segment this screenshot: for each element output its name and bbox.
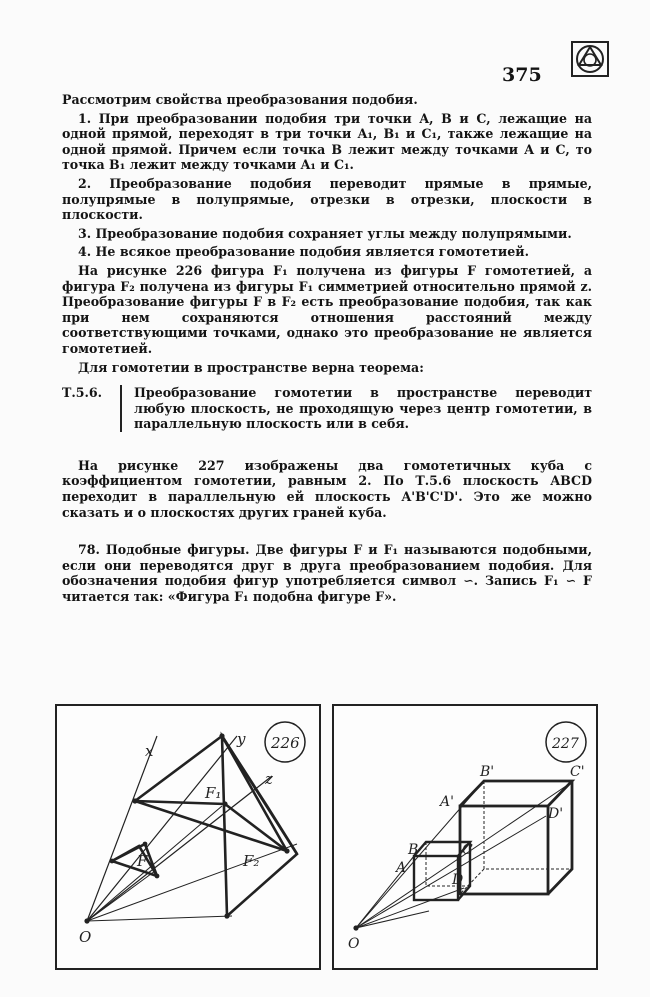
- label-b-prime: B': [480, 764, 495, 780]
- label-a-prime: A': [440, 794, 454, 810]
- label-b: B: [408, 842, 419, 858]
- paragraph-property-1: 1. При преобразовании подобия три точки A, B и C, лежащие на одной прямой, переходят в три точки A₁, B₁ и C₁, также лежащие на одной прямой. Причем если точка B лежит между точками A и C, то точка B₁ лежит между точками A₁ и C₁.: [62, 110, 592, 173]
- label-c-prime: C': [570, 764, 585, 780]
- label-z: z: [265, 770, 273, 788]
- theorem-text: Преобразование гомотетии в пространстве переводит любую плоскость, не проходящую через центр гомотетии, в параллельную плоскость или в себя.: [120, 385, 592, 432]
- point-o: [353, 925, 358, 930]
- paragraph-theorem-intro: Для гомотетии в пространстве верна теорема:: [78, 359, 424, 375]
- theorem-block: [62, 385, 592, 432]
- figure-f2: [222, 736, 297, 916]
- label-o: O: [79, 928, 92, 946]
- big-cube-side: [548, 781, 572, 894]
- vertex: [132, 798, 137, 803]
- label-o: O: [348, 936, 360, 952]
- vertex: [110, 859, 115, 864]
- circle-triangle-emblem-icon: [570, 40, 610, 78]
- ray-d: [356, 816, 546, 928]
- label-d: D: [452, 872, 464, 888]
- figure-226-drawing: [57, 706, 319, 968]
- point-o: [84, 918, 89, 923]
- label-f2: F₂: [243, 852, 260, 870]
- section-text: Две фигуры F и F₁ называются подобными, если они переводятся друг в друга преобразованием подобия. Для обозначения подобия фигур употребляется символ ∽. Запись F₁ ∽ F читается так: «Фигура F₁ подобна фигуре F».: [62, 542, 593, 605]
- figure-226: [55, 704, 321, 970]
- label-x: x: [145, 742, 154, 760]
- vertex: [224, 913, 229, 918]
- section-78: [62, 542, 592, 604]
- page-body: [62, 92, 592, 608]
- vertex: [155, 874, 160, 879]
- paragraph-figure-226: На рисунке 226 фигура F₁ получена из фигуры F гомотетией, а фигура F₂ получена из фигуры F₁ симметрией относительно прямой z. Преобразование фигуры F в F₂ есть преобразование подобия, так как при нем сохраняются отношения расстояний между соответствующими точками, однако это преобразование не является гомотетией.: [62, 262, 592, 356]
- label-d-prime: D': [548, 806, 564, 822]
- paragraph-property-2: 2. Преобразование подобия переводит прямые в прямые, полупрямые в полупрямые, отрезки в отрезки, плоскости в плоскости.: [62, 175, 592, 223]
- label-y: y: [237, 730, 246, 748]
- paragraph-figure-227: На рисунке 227 изображены два гомотетичных куба с коэффициентом гомотетии, равным 2. По Т.5.6 плоскость ABCD переходит в параллельную ей плоскость A'B'C'D'. Это же можно сказать и о плоскостях других граней куба.: [62, 457, 592, 520]
- figure-number: 226: [271, 734, 300, 752]
- ray-f: [356, 911, 429, 928]
- section-title: 78. Подобные фигуры.: [78, 542, 250, 558]
- label-c: C: [462, 842, 473, 858]
- big-cube-hidden-2: [460, 869, 484, 894]
- page-number: 375: [502, 64, 542, 86]
- theorem-label: Т.5.6.: [62, 385, 103, 401]
- paragraph-intro: Рассмотрим свойства преобразования подобия.: [62, 92, 418, 107]
- figure-227: [332, 704, 598, 970]
- label-f: F: [137, 852, 148, 870]
- label-f1: F₁: [205, 784, 222, 802]
- vertex: [284, 848, 289, 853]
- vertex: [219, 733, 224, 738]
- figure-227-drawing: [334, 706, 596, 968]
- label-a: A: [396, 860, 407, 876]
- figure-number: 227: [552, 736, 579, 752]
- ray-aux-4: [87, 916, 232, 921]
- vertex: [222, 801, 227, 806]
- paragraph-property-4: 4. Не всякое преобразование подобия является гомотетией.: [78, 244, 529, 260]
- vertex: [143, 842, 148, 847]
- paragraph-property-3: 3. Преобразование подобия сохраняет углы между полупрямыми.: [78, 225, 572, 241]
